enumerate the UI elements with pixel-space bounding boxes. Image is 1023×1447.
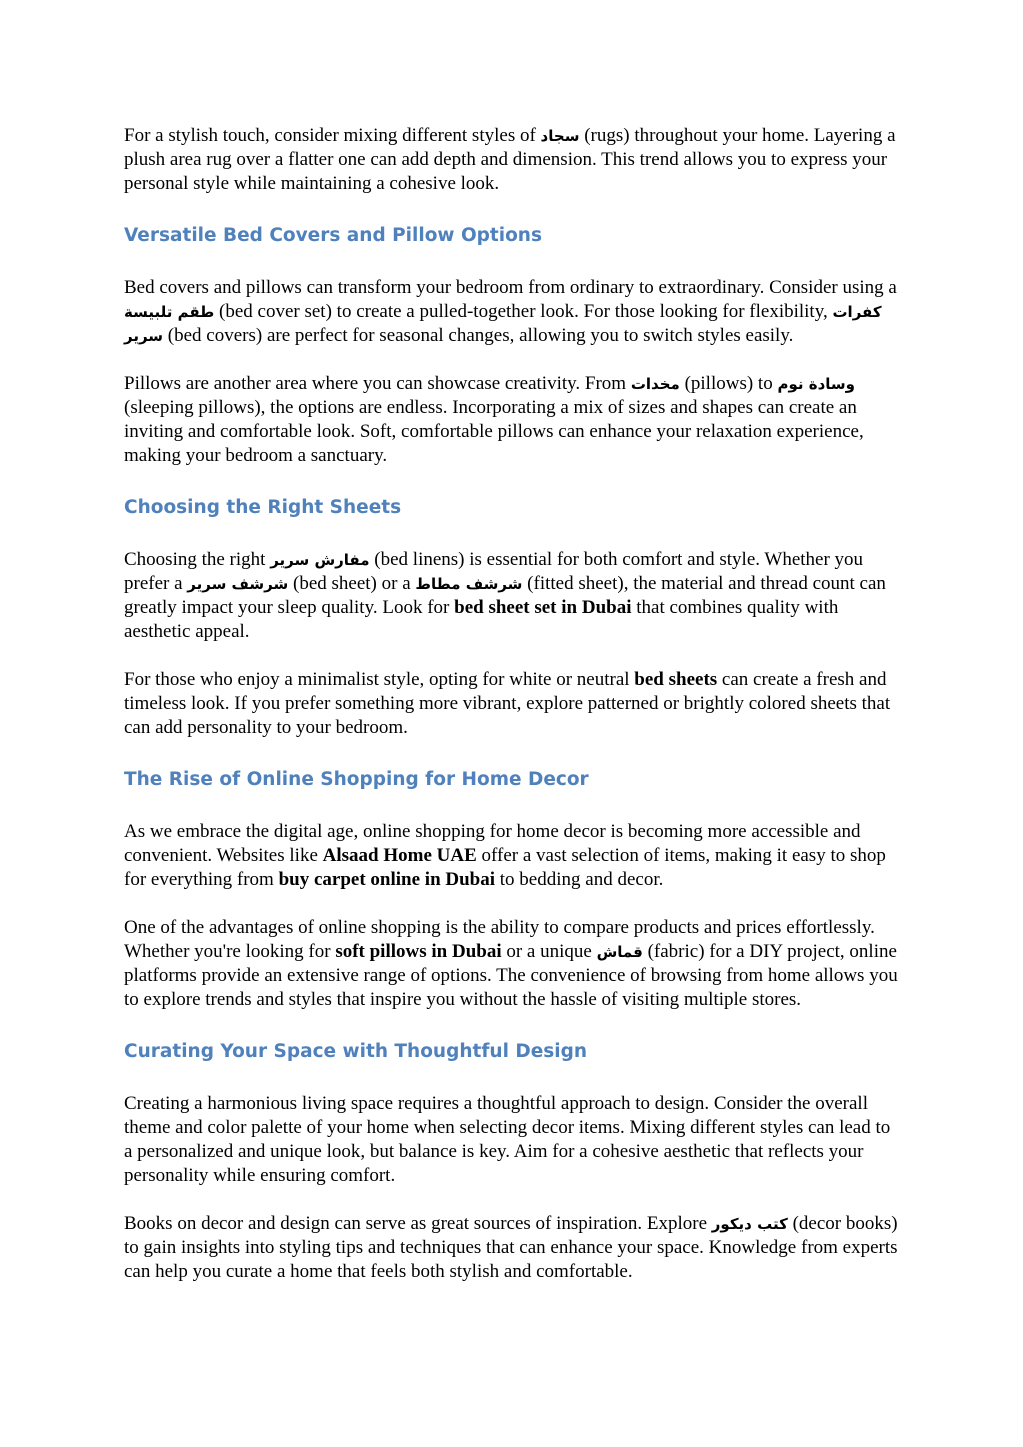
text-run: Pillows are another area where you can showcase creativity. From (124, 373, 631, 394)
arabic-term-fabric: قماش (596, 943, 643, 961)
text-run: (fitted sheet), the material and thread count can greatly impact your sleep quality. Look for (124, 573, 886, 618)
arabic-term-pillows: مخدات (630, 375, 680, 393)
heading-bed-covers: Versatile Bed Covers and Pillow Options (124, 225, 542, 246)
bold-term-soft-pillows: soft pillows in Dubai (335, 941, 502, 962)
text-run: (bed linens) is essential for both comfort and style. Whether you prefer a (124, 549, 864, 594)
arabic-term-fitted-sheet: شرشف مطاط (415, 575, 523, 593)
text-run: that combines quality with aesthetic appeal. (124, 597, 839, 642)
paragraph-design-2 (124, 1212, 899, 1284)
paragraph-online-1 (124, 820, 899, 892)
text-run: (sleeping pillows), the options are endless. Incorporating a mix of sizes and shapes can create an inviting and comfortable look. Soft, comfortable pillows can enhance your relaxation experience, making your bedroom a sanctuary. (124, 397, 864, 466)
heading-design: Curating Your Space with Thoughtful Design (124, 1041, 588, 1062)
text-run: Creating a harmonious living space requires a thoughtful approach to design. Consider the overall theme and color palette of your home when selecting decor items. Mixing different styles can lead to a personalized and unique look, but balance is key. Aim for a cohesive aesthetic that reflects your personality while ensuring comfort. (124, 1093, 891, 1186)
text-run: (pillows) to (679, 373, 778, 394)
paragraph-online-2 (124, 916, 899, 1012)
paragraph-rugs (124, 124, 899, 196)
text-run: or a unique (501, 941, 597, 962)
text-run: For those who enjoy a minimalist style, opting for white or neutral (124, 669, 635, 690)
bold-term-alsaad: Alsaad Home UAE (322, 845, 477, 866)
arabic-term-bed-linens: مفارش سرير (270, 551, 370, 569)
heading-online-shopping: The Rise of Online Shopping for Home Decor (124, 769, 589, 790)
paragraph-design-1 (124, 1092, 899, 1188)
text-run: (bed cover set) to create a pulled-together look. For those looking for flexibility, (214, 301, 833, 322)
arabic-term-rugs: سجاد (540, 127, 580, 145)
bold-link-bed-sheet-set: bed sheet set in Dubai (454, 597, 632, 618)
bold-term-bed-sheets: bed sheets (634, 669, 718, 690)
paragraph-bed-covers (124, 276, 899, 348)
arabic-term-sleeping-pillows: وسادة نوم (777, 375, 855, 393)
text-run: (bed covers) are perfect for seasonal changes, allowing you to switch styles easily. (163, 325, 794, 346)
text-run: Choosing the right (124, 549, 271, 570)
paragraph-sheets (124, 548, 899, 644)
text-run: offer a vast selection of items, making it easy to shop for everything from (124, 845, 886, 890)
text-run: For a stylish touch, consider mixing different styles of (124, 125, 541, 146)
text-run: (bed sheet) or a (288, 573, 416, 594)
arabic-term-bed-covers: كفرات سرير (124, 303, 882, 345)
text-run: Bed covers and pillows can transform your bedroom from ordinary to extraordinary. Consider using a (124, 277, 897, 298)
text-run: can create a fresh and timeless look. If you prefer something more vibrant, explore patterned or brightly colored sheets that can add personality to your bedroom. (124, 669, 891, 738)
paragraph-pillows (124, 372, 899, 468)
text-run: (decor books) to gain insights into styling tips and techniques that can enhance your space. Knowledge from experts can help you curate a home that feels both stylish and comfortable. (124, 1213, 898, 1282)
arabic-term-bed-sheet: شرشف سرير (187, 575, 289, 593)
text-run: to bedding and decor. (495, 869, 664, 890)
paragraph-minimalist (124, 668, 899, 740)
text-run: Books on decor and design can serve as great sources of inspiration. Explore (124, 1213, 712, 1234)
arabic-term-decor-books: كتب ديكور (711, 1215, 788, 1233)
arabic-term-bed-cover-set: طقم تلبيسة (124, 303, 215, 321)
text-run: One of the advantages of online shopping is the ability to compare products and prices effortlessly. Whether you're looking for (124, 917, 875, 962)
text-run: (fabric) for a DIY project, online platforms provide an extensive range of options. The convenience of browsing from home allows you to explore trends and styles that inspire you without the hassle of visiting multiple stores. (124, 941, 898, 1010)
document-page (124, 124, 899, 1308)
bold-term-buy-carpet: buy carpet online in Dubai (278, 869, 496, 890)
heading-sheets: Choosing the Right Sheets (124, 497, 402, 518)
text-run: As we embrace the digital age, online shopping for home decor is becoming more accessible and convenient. Websites like (124, 821, 861, 866)
text-run: (rugs) throughout your home. Layering a plush area rug over a flatter one can add depth and dimension. This trend allows you to express your personal style while maintaining a cohesive look. (124, 125, 896, 194)
